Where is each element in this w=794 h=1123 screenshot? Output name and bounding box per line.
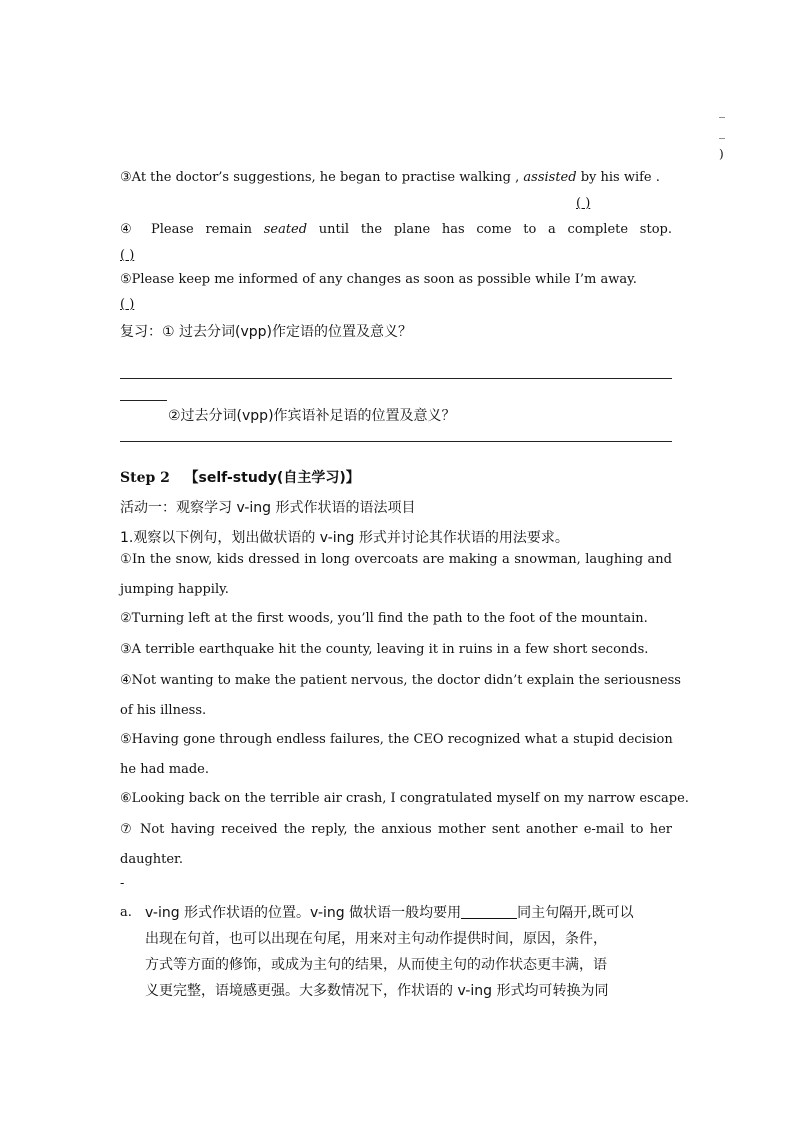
- review-question-2: ②过去分词(vpp)作宾语补足语的位置及意义？: [168, 408, 456, 424]
- exercise-4-emphasis: seated: [263, 222, 308, 237]
- instruction: 1.观察以下例句，划出做状语的 v-ing 形式并讨论其作状语的用法要求。: [120, 530, 569, 546]
- example-sentence-7-cont: daughter.: [120, 852, 183, 867]
- note-a-seg1: v-ing 形式作状语的位置。v-ing 做状语一般均要用: [145, 905, 462, 921]
- example-sentence-4-cont: of his illness.: [120, 703, 207, 718]
- circled-number: ③: [120, 170, 132, 185]
- answer-blank-3[interactable]: [576, 196, 590, 211]
- exercise-4-pre: Please remain: [139, 222, 264, 237]
- step-2-heading: [120, 467, 360, 487]
- answer-line-1[interactable]: [120, 378, 672, 379]
- example-sentence-5-cont: he had made.: [120, 762, 210, 777]
- example-sentence-7: ⑦ Not having received the reply, the anxious mother sent another e-mail to her: [120, 822, 672, 837]
- example-sentence-3: ③A terrible earthquake hit the county, leaving it in ruins in a few short seconds.: [120, 642, 649, 657]
- circled-number: ⑤: [120, 272, 132, 287]
- note-a-line-3: 方式等方面的修饰，或成为主句的结果，从而使主句的动作状态更丰满，语: [145, 957, 607, 973]
- answer-line-1-cont[interactable]: [120, 400, 167, 401]
- exercise-5: [120, 272, 637, 287]
- step-title: 【self-study(自主学习)】: [184, 470, 360, 486]
- exercise-5-text: Please keep me informed of any changes as soon as possible while I’m away.: [131, 272, 637, 287]
- exercise-4-post: until the plane has come to a complete stop.: [307, 222, 672, 237]
- answer-blank-paren: ( ): [120, 297, 135, 312]
- answer-line-2[interactable]: [120, 441, 672, 442]
- exercise-3-post: by his wife .: [576, 170, 660, 185]
- note-a-line-1: [145, 900, 675, 926]
- step-label: Step 2: [120, 470, 170, 486]
- circled-number: ④: [120, 222, 140, 237]
- exercise-4: [120, 222, 672, 237]
- answer-blank-4[interactable]: [120, 248, 134, 263]
- exercise-3: [120, 170, 660, 185]
- example-sentence-1: ①In the snow, kids dressed in long overcoats are making a snowman, laughing and: [120, 552, 672, 567]
- margin-mark-3: ): [719, 147, 724, 161]
- answer-blank-paren: ( ): [120, 248, 135, 263]
- note-a-line-4: 义更完整，语境感更强。大多数情况下，作状语的 v-ing 形式均可转换为同: [145, 983, 609, 999]
- example-sentence-2: ②Turning left at the first woods, you’ll find the path to the foot of the mountain.: [120, 611, 648, 626]
- example-sentence-4: ④Not wanting to make the patient nervous, the doctor didn’t explain the seriousness: [120, 673, 681, 688]
- fill-in-blank[interactable]: [461, 904, 517, 919]
- margin-mark-2: _: [719, 125, 725, 139]
- example-sentence-1-cont: jumping happily.: [120, 582, 229, 597]
- margin-mark-1: _: [719, 104, 725, 118]
- note-a-line-2: 出现在句首，也可以出现在句尾，用来对主句动作提供时间，原因，条件，: [145, 931, 607, 947]
- review-question-1: 复习：① 过去分词(vpp)作定语的位置及意义？: [120, 324, 412, 340]
- answer-blank-5[interactable]: [120, 297, 134, 312]
- exercise-3-pre: At the doctor’s suggestions, he began to practise walking ,: [131, 170, 524, 185]
- example-sentence-6: ⑥Looking back on the terrible air crash, I congratulated myself on my narrow escape.: [120, 791, 689, 806]
- dash-mark: -: [120, 876, 125, 891]
- note-a-label: a.: [120, 905, 132, 920]
- activity-1-title: 活动一：观察学习 v-ing 形式作状语的语法项目: [120, 500, 416, 516]
- note-a-body: [145, 900, 675, 1004]
- example-sentence-5: ⑤Having gone through endless failures, the CEO recognized what a stupid decision: [120, 732, 673, 747]
- exercise-3-emphasis: assisted: [523, 170, 577, 185]
- answer-blank-paren: ( ): [576, 196, 591, 211]
- note-a-seg2: 同主句隔开,既可以: [517, 905, 634, 921]
